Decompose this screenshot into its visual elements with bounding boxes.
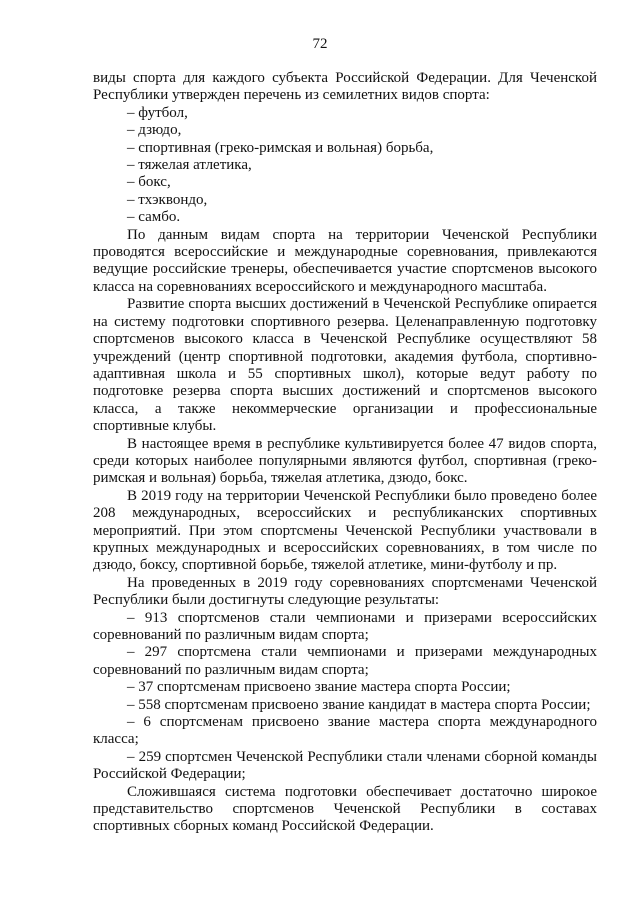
- page-number: 72: [312, 36, 328, 52]
- paragraph-events-2019: В 2019 году на территории Чеченской Республики было проведено более 208 международных, всероссийских и республиканских спортивных мероприятий. При этом спортсмены Чеченской Республики участвовали в крупных международных и всероссийских соревнованиях, в том числе по дзюдо, боксу, спортивной борьбе, тяжелой атлетике, мини-футболу и пр.: [93, 487, 597, 574]
- result-item: – 297 спортсмена стали чемпионами и призерами международных соревнований по различным видам спорта;: [93, 644, 597, 678]
- sport-list-item: – тхэквондо,: [127, 191, 208, 208]
- result-item: – 558 спортсменам присвоено звание кандидат в мастера спорта России;: [127, 696, 591, 713]
- result-item: – 913 спортсменов стали чемпионами и призерами всероссийских соревнований по различным видам спорта;: [93, 609, 597, 643]
- paragraph-conclusion: Сложившаяся система подготовки обеспечивает достаточно широкое представительство спортсменов Чеченской Республики в составах спортивных сборных команд Российской Федерации.: [93, 783, 597, 835]
- paragraph-reserve: Развитие спорта высших достижений в Чеченской Республике опирается на систему подготовки спортивного резерва. Целенаправленную подготовку спортсменов высокого класса в Чеченской Республике осуществляют 58 учреждений (центр спортивной подготовки, академия футбола, спортивно-адаптивная школа и 55 спортивных школ), которые ведут работу по подготовке резерва спорта высших достижений и спортсменов высокого класса, а также некоммерческие организации и профессиональные спортивные клубы.: [93, 296, 597, 435]
- page-body: [93, 70, 597, 836]
- sport-list-item: – дзюдо,: [127, 122, 182, 139]
- result-item: – 37 спортсменам присвоено звание мастера спорта России;: [127, 679, 511, 696]
- paragraph-competitions: По данным видам спорта на территории Чеченской Республики проводятся всероссийские и международные соревнования, привлекаются ведущие российские тренеры, обеспечивается участие спортсменов высокого класса на соревнованиях всероссийского и международного масштаба.: [93, 226, 597, 295]
- sport-list-item: – футбол,: [127, 104, 188, 121]
- paragraph-intro: виды спорта для каждого субъекта Российской Федерации. Для Чеченской Республики утвержден перечень из семилетних видов спорта:: [93, 70, 597, 104]
- paragraph-cultivated-sports: В настоящее время в республике культивируется более 47 видов спорта, среди которых наиболее популярными являются футбол, спортивная (греко-римская и вольная) борьба, тяжелая атлетика, дзюдо, бокс.: [93, 435, 597, 487]
- sport-list-item: – самбо.: [127, 209, 181, 226]
- result-item: – 6 спортсменам присвоено звание мастера спорта международного класса;: [93, 714, 597, 748]
- result-item: – 259 спортсмен Чеченской Республики стали членами сборной команды Российской Федерации;: [93, 748, 597, 783]
- sport-list-item: – спортивная (греко-римская и вольная) борьба,: [127, 139, 434, 156]
- paragraph-results-intro: На проведенных в 2019 году соревнованиях спортсменами Чеченской Республики были достигнуты следующие результаты:: [93, 574, 597, 609]
- sport-list-item: – тяжелая атлетика,: [127, 157, 252, 174]
- sport-list-item: – бокс,: [127, 174, 171, 191]
